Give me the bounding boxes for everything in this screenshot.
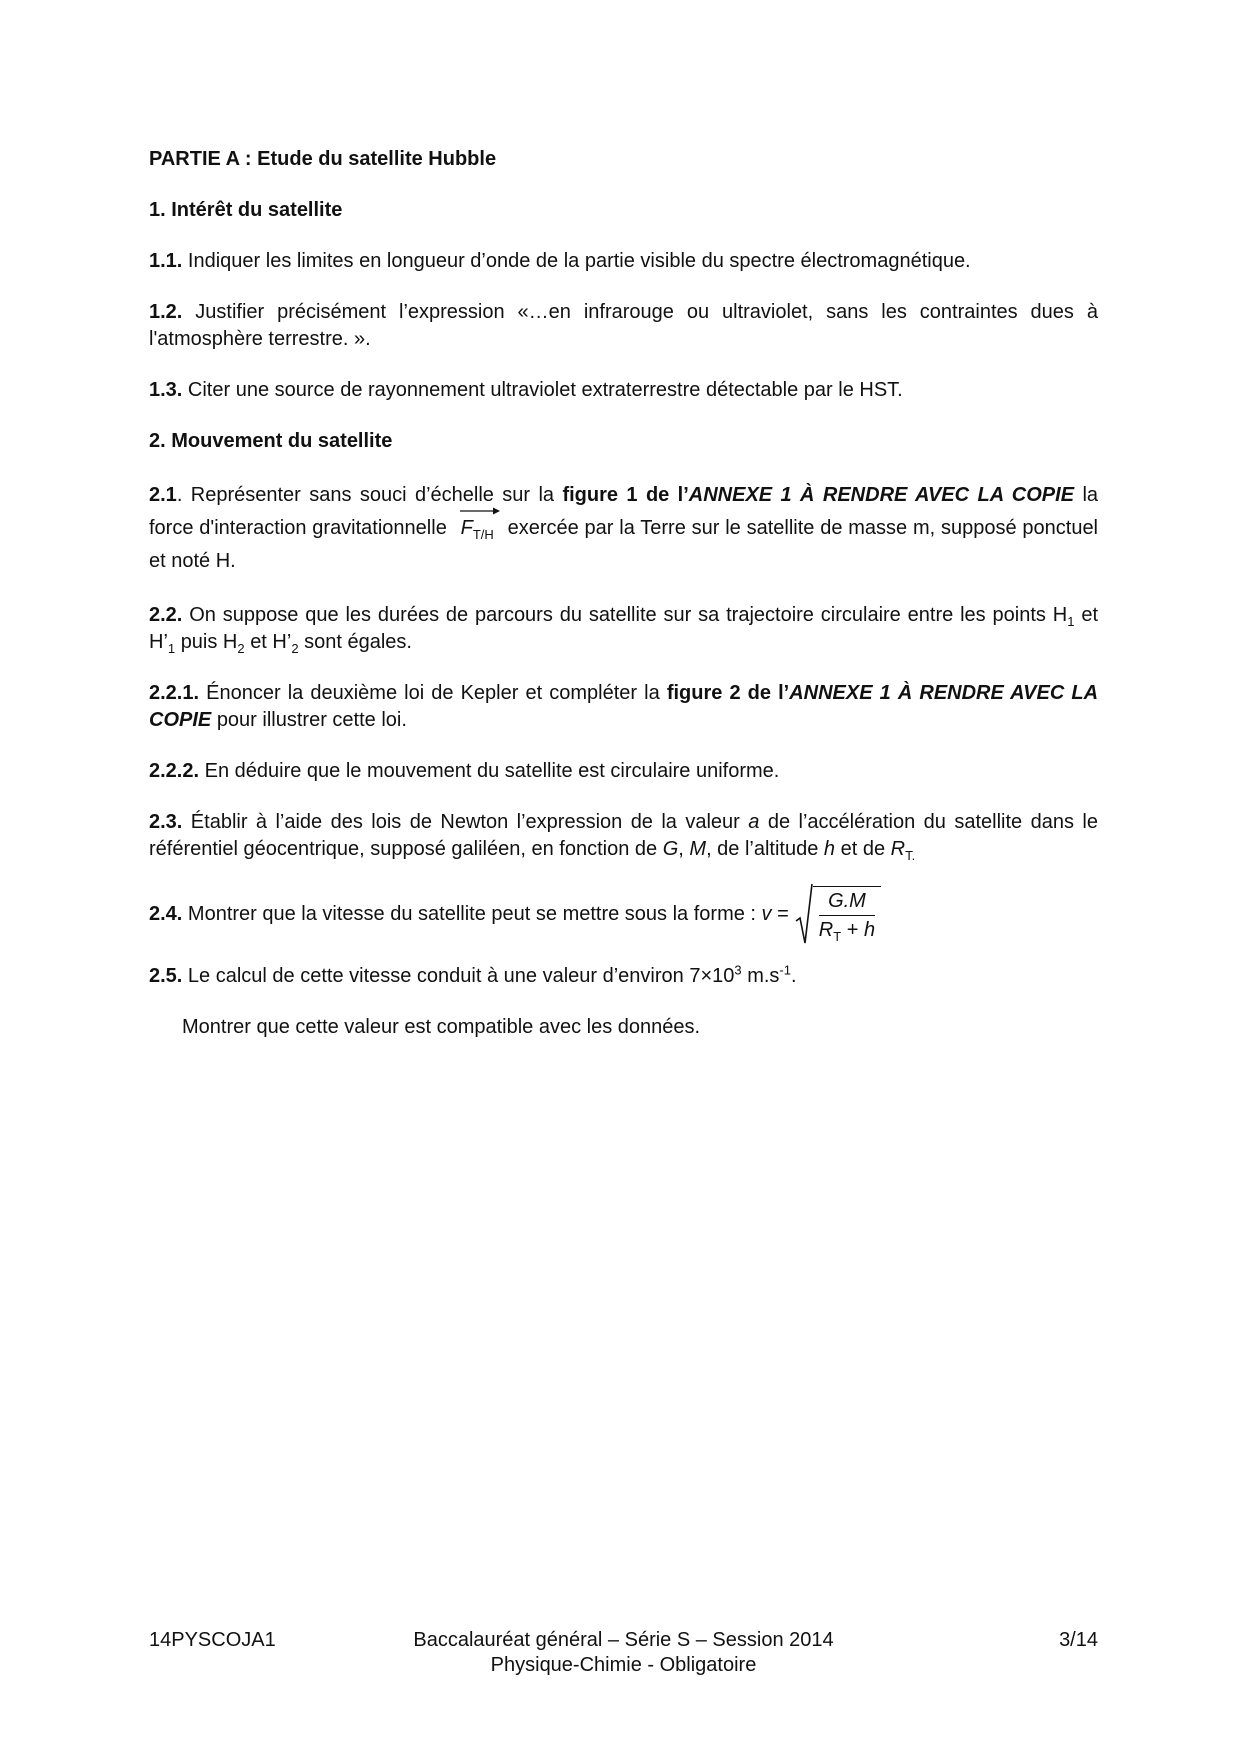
symbol-m: M [689, 838, 707, 860]
annex-reference-bold: figure 1 de l’ [562, 484, 689, 506]
question-2-5-follow: Montrer que cette valeur est compatible avec les données. [182, 1016, 701, 1038]
question-2-2-2 [149, 758, 1098, 785]
footer-subject: Physique-Chimie - Obligatoire [490, 1654, 757, 1676]
annex-reference-bold: figure 2 de l’ [666, 682, 790, 704]
annex-reference-title: ANNEXE 1 À RENDRE AVEC LA COPIE [688, 484, 1075, 506]
question-text: Indiquer les limites en longueur d’onde de la partie visible du spectre électromagnétique. [187, 250, 971, 272]
question-text-part3: . [790, 965, 797, 987]
force-vector-symbol [459, 512, 496, 545]
question-text-part2: la force d'interaction gravitationnelle [149, 484, 1099, 539]
question-number-dot: . [176, 484, 183, 506]
question-2-2-1 [149, 680, 1098, 734]
question-number: 1.1. [149, 250, 183, 272]
question-text: Citer une source de rayonnement ultraviolet extraterrestre détectable par le HST. [187, 379, 903, 401]
symbol-a: a [748, 811, 760, 833]
question-text: Montrer que la vitesse du satellite peut se mettre sous la forme : [187, 902, 756, 925]
fraction [813, 886, 881, 943]
question-number: 2.5. [149, 965, 183, 987]
fraction-denominator [819, 916, 875, 943]
question-2-2 [149, 602, 1098, 656]
symbol-v: v [761, 902, 772, 925]
symbol-r-subscript: T. [905, 848, 916, 863]
section-title: PARTIE A : Etude du satellite Hubble [149, 148, 497, 170]
question-number: 2.1 [149, 484, 177, 506]
question-number: 2.2.1. [149, 682, 200, 704]
footer-code: 14PYSCOJA1 [149, 1629, 276, 1651]
question-1-1 [149, 248, 1098, 275]
symbol-h: h [823, 838, 836, 860]
velocity-formula [795, 883, 881, 945]
den-h: h [864, 918, 876, 941]
comma: , [678, 838, 684, 860]
question-number: 1.2. [149, 301, 183, 323]
symbol-r: R [890, 838, 906, 860]
question-text-part3: puis H [180, 631, 238, 653]
symbol-g: G [662, 838, 679, 860]
footer-center [149, 1628, 1098, 1678]
question-text-part4: et de [840, 838, 886, 860]
question-number: 2.4. [149, 902, 183, 925]
question-text-part2: et H’ [149, 604, 1099, 653]
question-2-3 [149, 809, 1098, 863]
question-text-part1: Établir à l’aide des lois de Newton l’expression de la valeur [190, 811, 740, 833]
question-number: 2.2.2. [149, 760, 200, 782]
subscript-h2: 2 [237, 641, 245, 656]
subscript-h2-prime: 2 [291, 641, 299, 656]
question-text-part4: et H’ [250, 631, 292, 653]
question-2-1 [149, 479, 1098, 578]
page-content [149, 146, 1098, 1065]
question-number: 1.3. [149, 379, 183, 401]
square-root-icon [795, 883, 813, 945]
vector-arrow-icon [460, 507, 500, 515]
part1-heading: 1. Intérêt du satellite [149, 199, 343, 221]
question-text-part2: de l’accélération du satellite dans le référentiel géocentrique, supposé galiléen, en fonction de [149, 811, 1098, 860]
question-text-part2: m.s [747, 965, 780, 987]
part2-heading: 2. Mouvement du satellite [149, 430, 393, 452]
footer-exam-title: Baccalauréat général – Série S – Session 2014 [413, 1629, 834, 1651]
question-text-part3: exercée par la Terre sur le satellite de masse m, supposé ponctuel et noté H. [149, 517, 1099, 572]
vector-subscript: T/H [472, 527, 494, 542]
question-number: 2.3. [149, 811, 183, 833]
annex-reference-title: ANNEXE 1 À RENDRE AVEC LA COPIE [149, 682, 1099, 731]
den-r-subscript: T [833, 928, 842, 944]
question-1-2 [149, 299, 1098, 353]
question-text: Justifier précisément l’expression «…en infrarouge ou ultraviolet, sans les contraintes dues à l'atmosphère terrestre. ». [149, 301, 1098, 350]
question-text-part1: Énoncer la deuxième loi de Kepler et compléter la [206, 682, 660, 704]
question-text: En déduire que le mouvement du satellite est circulaire uniforme. [204, 760, 780, 782]
den-plus: + [846, 918, 859, 941]
den-r: R [818, 918, 834, 941]
subscript-h1: 1 [1067, 614, 1075, 629]
question-text-part1: Le calcul de cette vitesse conduit à une valeur d’environ 7×10 [187, 965, 735, 987]
subscript-h1-prime: 1 [167, 641, 176, 656]
question-text-part1: On suppose que les durées de parcours du satellite sur sa trajectoire circulaire entre les points H [189, 604, 1068, 626]
fraction-numerator: G.M [819, 889, 875, 916]
equals-sign: = [777, 902, 789, 925]
question-text-part1: Représenter sans souci d’échelle sur la [190, 484, 555, 506]
page-footer [149, 1628, 1098, 1688]
question-text-part5: sont égales. [304, 631, 412, 653]
question-1-3 [149, 377, 1098, 404]
footer-page-number: 3/14 [1059, 1629, 1098, 1651]
question-text-part3: , de l’altitude [706, 838, 819, 860]
question-number: 2.2. [149, 604, 183, 626]
exponent-3: 3 [734, 962, 742, 978]
question-2-5 [149, 963, 1098, 990]
vector-letter: F [460, 517, 473, 539]
question-2-4 [149, 883, 1098, 945]
exponent-minus-1: -1 [779, 962, 791, 978]
question-text-part2: pour illustrer cette loi. [216, 709, 407, 731]
